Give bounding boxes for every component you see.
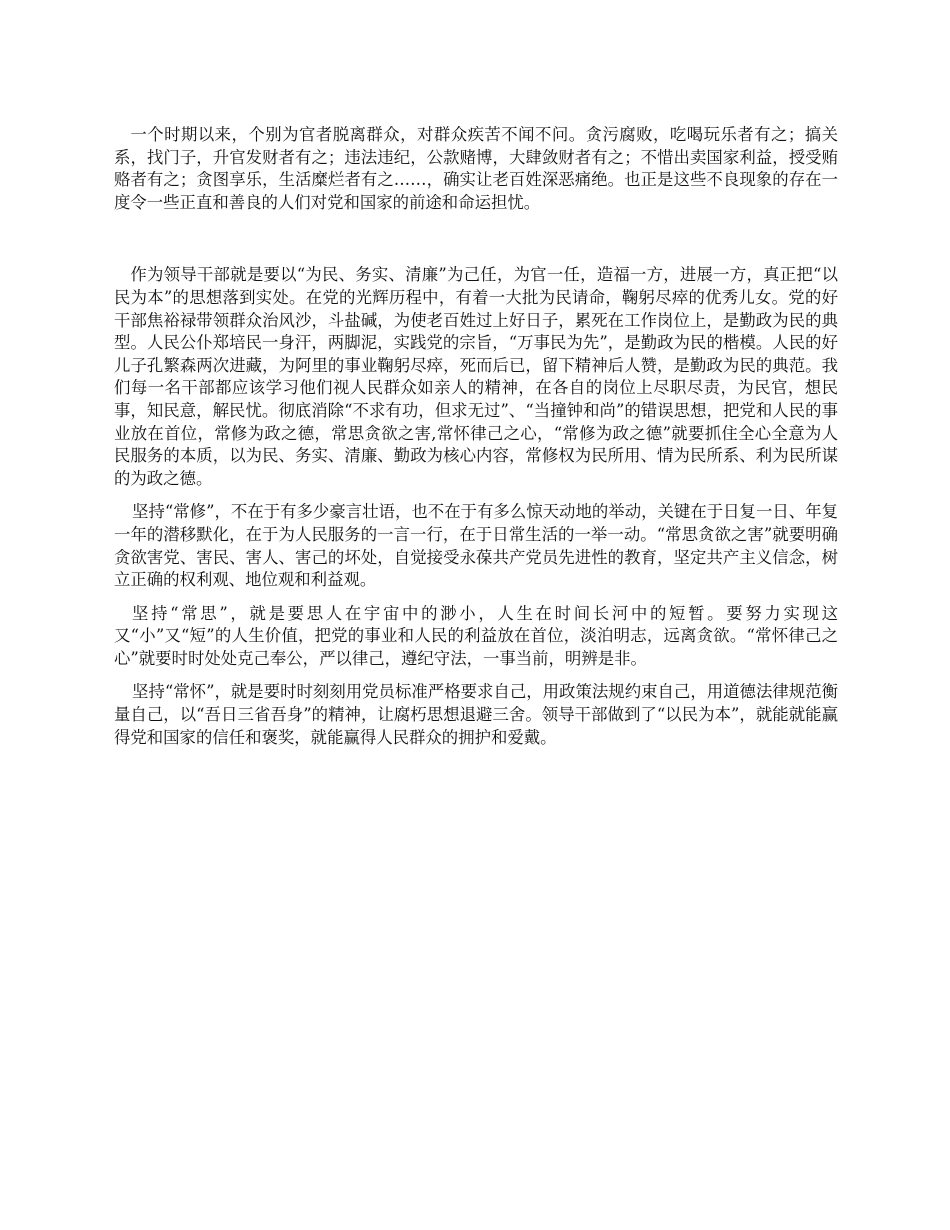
document-body: [114, 124, 838, 749]
paragraph-3: 坚持“常修”，不在于有多少豪言壮语，也不在于有多么惊天动地的举动，关键在于日复一日、年复一年的潜移默化，在于为人民服务的一言一行，在于日常生活的一举一动。“常思贪欲之害”就要明确贪欲害党、害民、害人、害己的坏处，自觉接受永葆共产党员先进性的教育，坚定共产主义信念，树立正确的权利观、地位观和利益观。: [114, 502, 838, 590]
paragraph-5: 坚持“常怀”，就是要时时刻刻用党员标准严格要求自己，用政策法规约束自己，用道德法律规范衡量自己，以“吾日三省吾身”的精神，让腐朽思想退避三舍。领导干部做到了“以民为本”，就能就能赢得党和国家的信任和褒奖，就能赢得人民群众的拥护和爱戴。: [114, 682, 838, 747]
paragraph-1: 一个时期以来，个别为官者脱离群众，对群众疾苦不闻不问。贪污腐败，吃喝玩乐者有之；搞关系，找门子，升官发财者有之；违法违纪，公款赌博，大肆敛财者有之；不惜出卖国家利益，授受贿赂者有之；贪图享乐，生活糜烂者有之……，确实让老百姓深恶痛绝。也正是这些不良现象的存在一度令一些正直和善良的人们对党和国家的前途和命运担忧。: [114, 125, 838, 212]
paragraph-4: 坚持“常思”，就是要思人在宇宙中的渺小，人生在时间长河中的短暂。要努力实现这又“小”又“短”的人生价值，把党的事业和人民的利益放在首位，淡泊明志，远离贪欲。“常怀律己之心”就要时时处处克己奉公，严以律己，遵纪守法，一事当前，明辨是非。: [114, 603, 838, 668]
paragraph-2: 作为领导干部就是要以“为民、务实、清廉”为己任，为官一任，造福一方，进展一方，真正把“以民为本”的思想落到实处。在党的光辉历程中，有着一大批为民请命，鞠躬尽瘁的优秀儿女。党的好干部焦裕禄带领群众治风沙，斗盐碱，为使老百姓过上好日子，累死在工作岗位上，是勤政为民的典型。人民公仆郑培民一身汗，两脚泥，实践党的宗旨，“万事民为先”，是勤政为民的楷模。人民的好儿子孔繁森两次进藏，为阿里的事业鞠躬尽瘁，死而后已，留下精神后人赞，是勤政为民的典范。我们每一名干部都应该学习他们视人民群众如亲人的精神，在各自的岗位上尽职尽责，为民官，想民事，知民意，解民忧。彻底消除“不求有功，但求无过”、“当撞钟和尚”的错误思想，把党和人民的事业放在首位，常修为政之德，常思贪欲之害,常怀律己之心，“常修为政之德”就要抓住全心全意为人民服务的本质，以为民、务实、清廉、勤政为核心内容，常修权为民所用、情为民所系、利为民所谋的为政之德。: [114, 265, 838, 488]
